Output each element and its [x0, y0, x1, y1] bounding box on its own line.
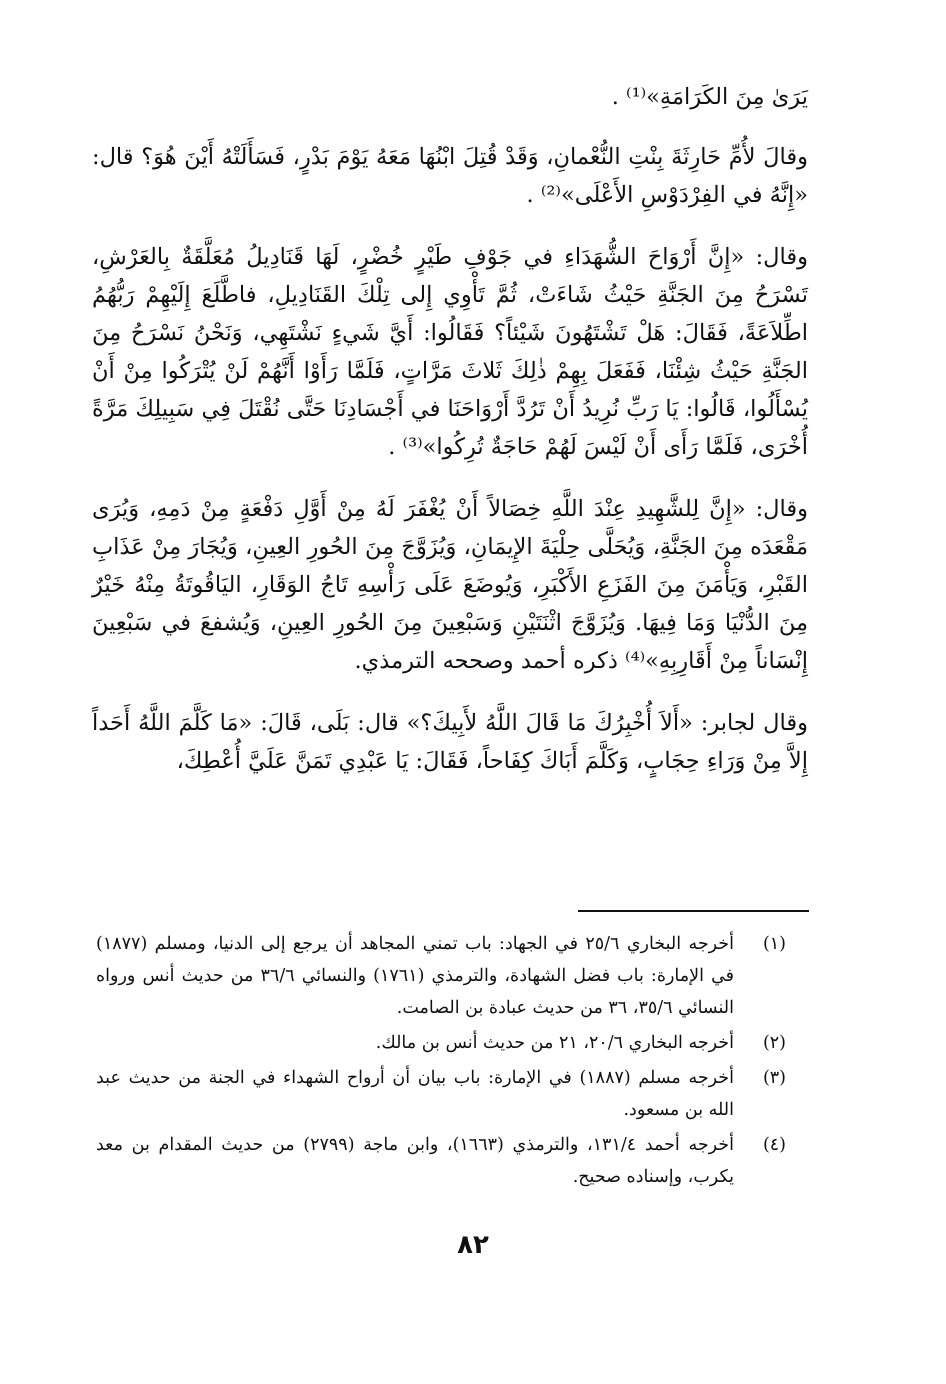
- page-number: ٨٢: [457, 1230, 489, 1260]
- footnote-text: أخرجه مسلم (١٨٨٧) في الإمارة: باب بيان أن أرواح الشهداء في الجنة من حديث عبد الله بن مسعود.: [96, 1068, 734, 1120]
- footnote-text: أخرجه البخاري ٢٥/٦ في الجهاد: باب تمني المجاهد أن يرجع إلى الدنيا، ومسلم (١٨٧٧) في الإمارة: باب فضل الشهادة، والترمذي (١٧٦١) والنسائي ٣٦/٦ من حديث أنس ورواه النسائي ٣٥/٦، ٣٦ من حديث عبادة بن الصامت.: [96, 934, 735, 1018]
- paragraph-3: وقال: «إِنَّ أَرْوَاحَ الشُّهَدَاءِ في جَوْفِ طَيْرٍ خُضْرٍ، لَهَا قَنَادِيلُ مُعَلَّقَةٌ بِالعَرْشِ، تَسْرَحُ مِنَ الجَنَّةِ حَيْثُ شَاءَتْ، ثُمَّ تَأْوِي إِلى تِلْكَ القَنَادِيلِ، فاطَّلَعَ إِلَيْهِمْ رَبُّهُمُ اطِّلاَعَةً، فَقَالَ: هَلْ تَشْتَهُونَ شَيْئاً؟ فَقَالُوا: أَيَّ شَيءٍ نَشْتَهِي، وَنَحْنُ نَسْرَحُ مِنَ الجَنَّةِ حَيْثُ شِئْنَا، فَفَعَلَ بِهِمْ ذٰلِكَ ثَلاثَ مَرَّاتٍ، فَلَمَّا رَأَوْا أَنَّهُمْ لَنْ يُتْرَكُوا مِنْ أَنْ يُسْأَلُوا، قَالُوا: يَا رَبِّ نُرِيدُ أَنْ تَرُدَّ أَرْوَاحَنَا في أَجْسَادِنَا حَتَّى نُقْتَلَ فِي سَبِيلِكَ مَرَّةً أُخْرَى، فَلَمَّا رَأَى أَنْ لَيْسَ لَهُمْ حَاجَةٌ تُرِكُوا»⁽³⁾ .: [92, 244, 808, 460]
- footnote-number: (٣): [762, 1068, 786, 1088]
- footnote-number: (٤): [762, 1135, 786, 1155]
- paragraph-2: وقالَ لأُمِّ حَارِثَةَ بِنْتِ النُّعْمانِ، وَقَدْ قُتِلَ ابْنُهَا مَعَهُ يَوْمَ بَدْرٍ، فَسَأَلَتْهُ أَيْنَ هُوَ؟ قال: «إِنَّهُ في الفِرْدَوْسِ الأَعْلَى»⁽²⁾ .: [92, 144, 808, 208]
- footnote-number: (٢): [762, 1033, 786, 1053]
- footnotes: [96, 928, 786, 1196]
- footnote-2: [96, 1027, 786, 1059]
- paragraph-5: وقال لجابر: «أَلاَ أُخْبِرُكَ مَا قَالَ اللَّهُ لأَبِيكَ؟» قال: بَلَى، قَالَ: «مَا كَلَّمَ اللَّهُ أَحَداً إِلاَّ مِنْ وَرَاءِ حِجَابٍ، وَكَلَّمَ أَبَاكَ كِفَاحاً، فَقَالَ: يَا عَبْدِي تَمَنَّ عَلَيَّ أُعْطِكَ،: [92, 710, 808, 774]
- paragraph-4: وقال: «إِنَّ لِلشَّهِيدِ عِنْدَ اللَّهِ خِصَالاً أَنْ يُغْفَرَ لَهُ مِنْ أَوَّلِ دَفْعَةٍ مِنْ دَمِهِ، وَيُرَى مَقْعَدَه مِنَ الجَنَّةِ، وَيُحَلَّى حِلْيَةَ الإِيمَانِ، وَيُزَوَّجَ مِنَ الحُورِ العِينِ، وَيُجَارَ مِنْ عَذَابِ القَبْرِ، وَيَأْمَنَ مِنَ الفَزَعِ الأَكْبَرِ، وَيُوضَعَ عَلَى رَأْسِهِ تَاجُ الوَقَارِ، اليَاقُوتَةُ مِنْهُ خَيْرٌ مِنَ الدُّنْيَا وَمَا فِيهَا. وَيُزَوَّجَ اثْنَتَيْنِ وَسَبْعِينَ مِنَ الحُورِ العِينِ، وَيُشفعَ في سَبْعِينَ إِنْسَاناً مِنْ أَقَارِبِهِ»⁽⁴⁾ ذكره أحمد وصححه الترمذي.: [92, 496, 808, 674]
- footnote-3: [96, 1062, 786, 1126]
- footnote-text: أخرجه أحمد ١٣١/٤، والترمذي (١٦٦٣)، وابن ماجة (٢٧٩٩) من حديث المقدام بن معد يكرب، وإسناده صحيح.: [96, 1135, 734, 1187]
- paragraph-1: يَرَىٰ مِنَ الكَرَامَةِ»⁽¹⁾ .: [611, 84, 808, 110]
- footnote-text: أخرجه البخاري ٢٠/٦، ٢١ من حديث أنس بن مالك.: [375, 1033, 734, 1053]
- footnote-1: [96, 928, 786, 1024]
- main-text: [92, 78, 808, 804]
- footnote-separator: [578, 910, 809, 912]
- footnote-number: (١): [762, 934, 786, 954]
- footnote-4: [96, 1129, 786, 1193]
